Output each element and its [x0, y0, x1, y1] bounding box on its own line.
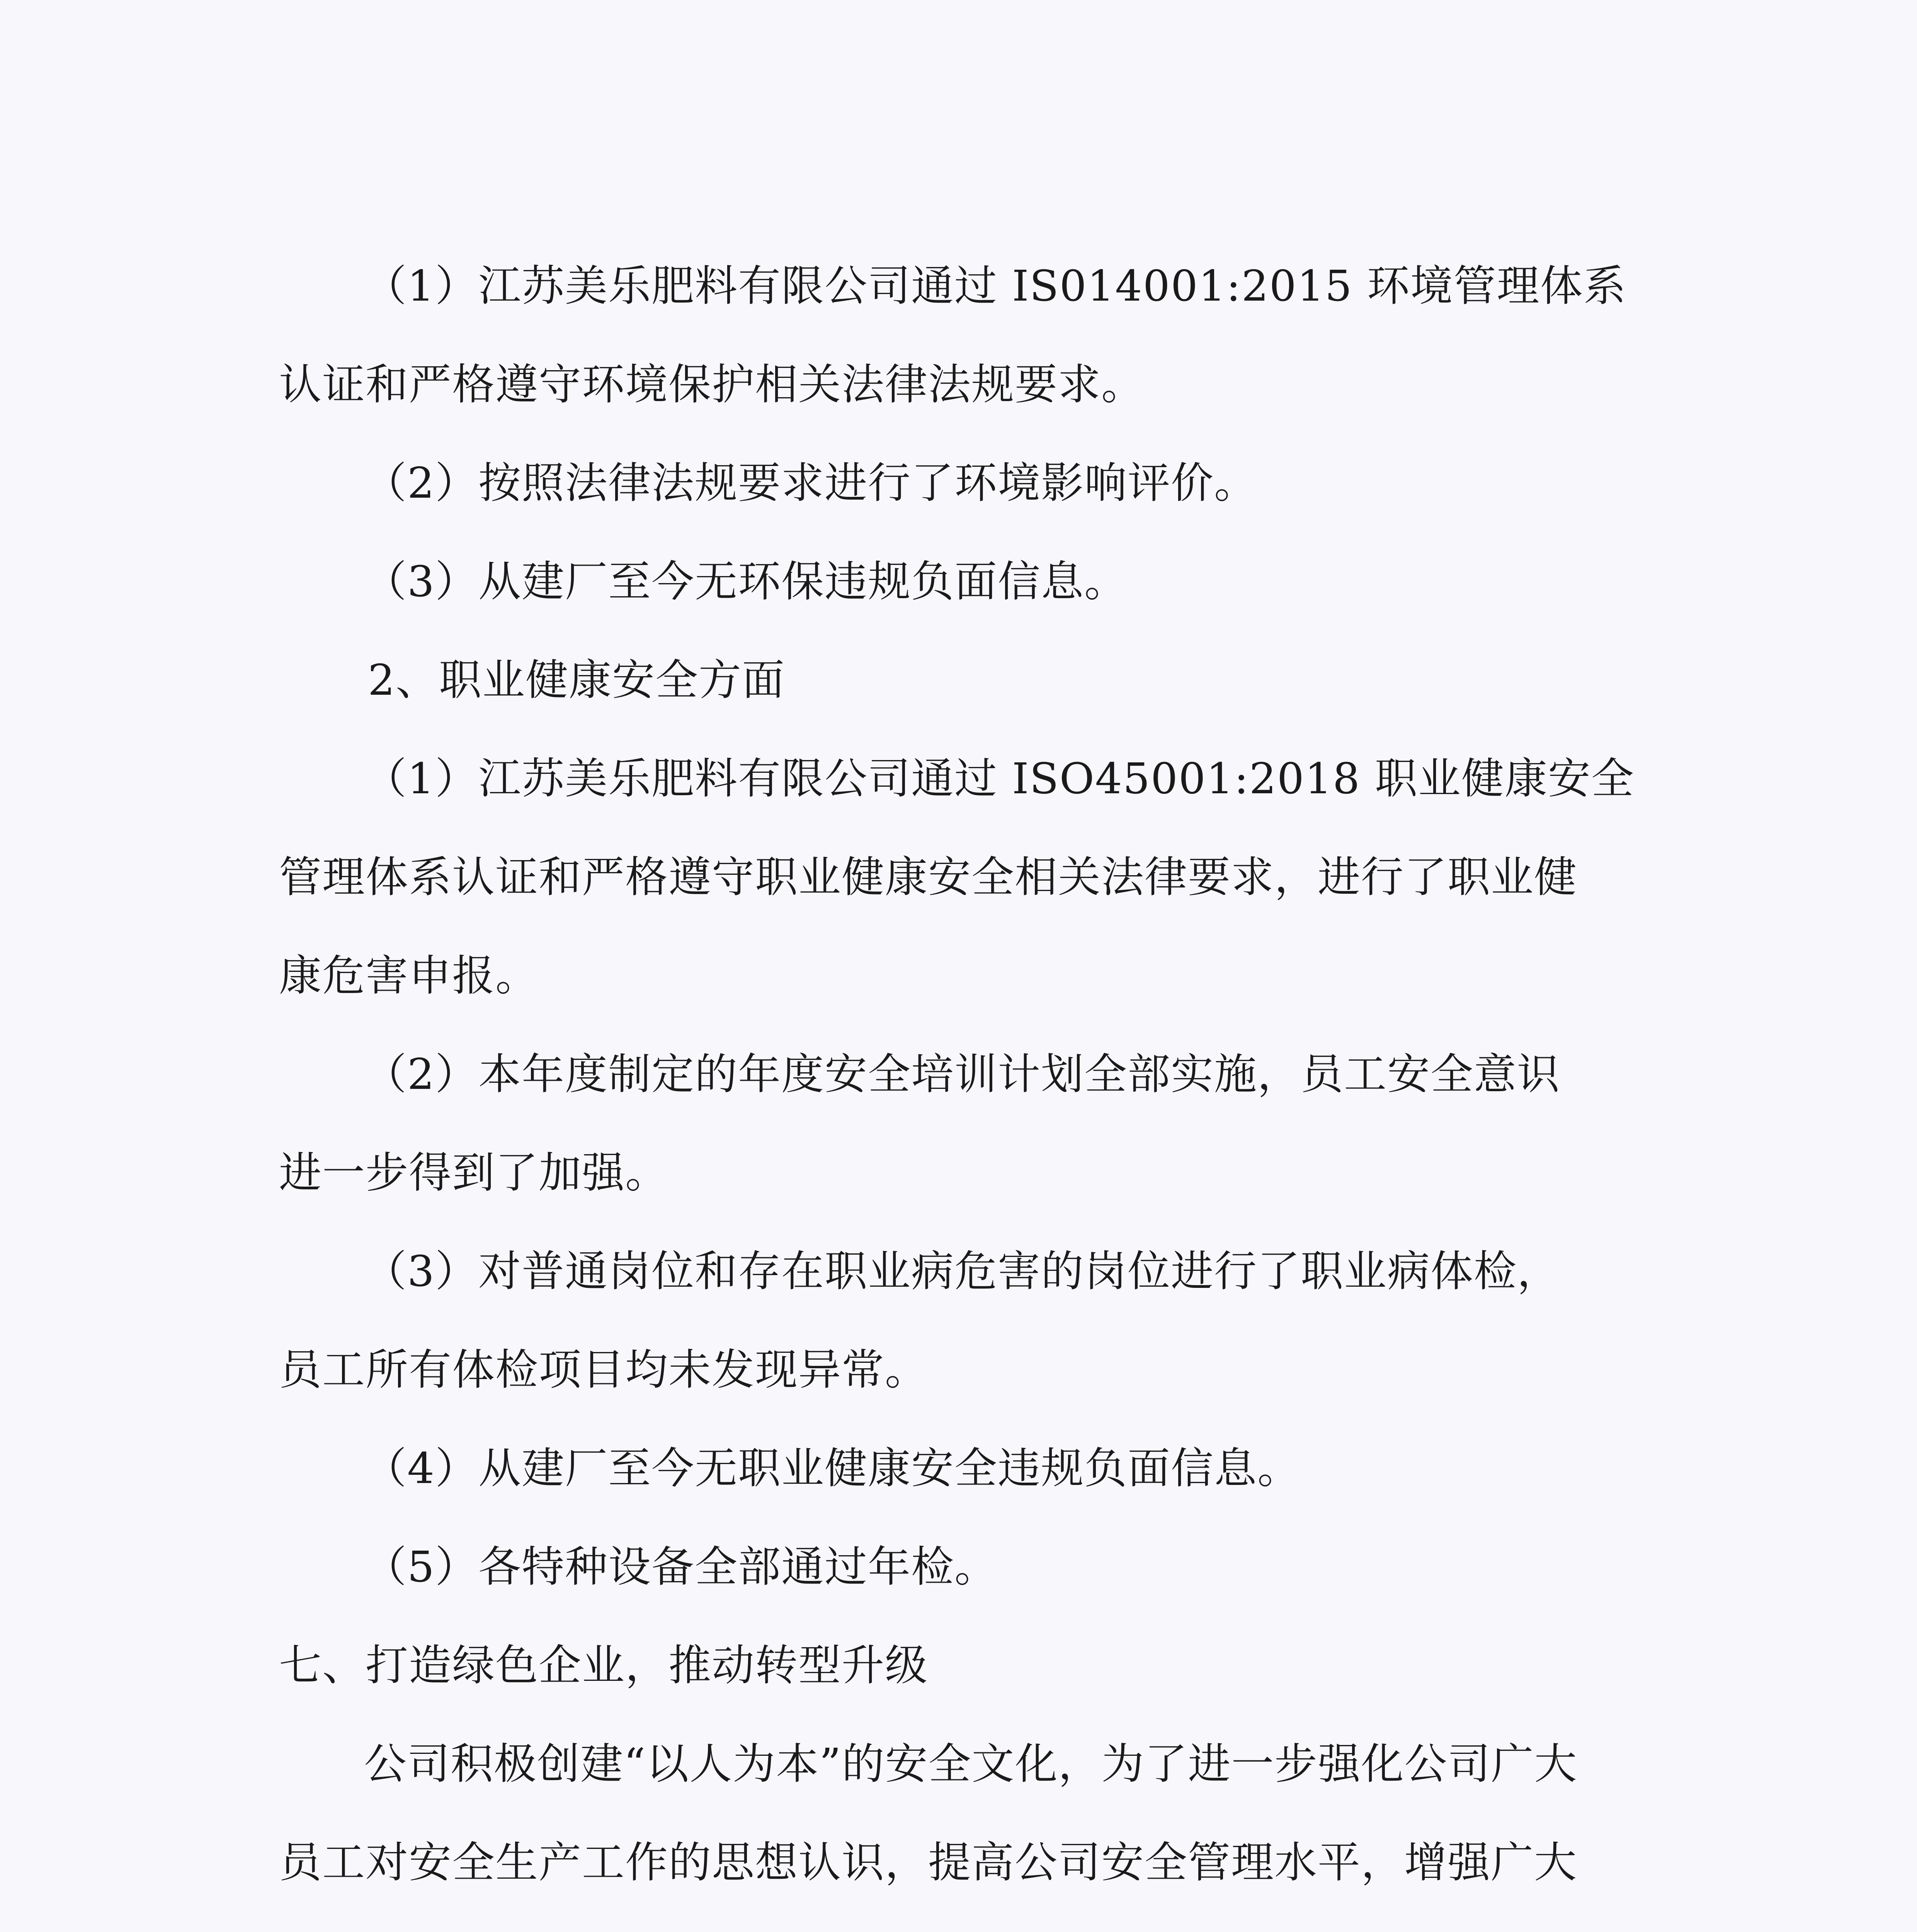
- text-line: 员工所有体检项目均未发现异常。: [279, 1345, 928, 1395]
- text-line: （2）按照法律法规要求进行了环境影响评价。: [364, 458, 1257, 508]
- text-line: （5）各特种设备全部通过年检。: [364, 1542, 998, 1592]
- text-line: 认证和严格遵守环境保护相关法律法规要求。: [279, 360, 1145, 409]
- text-line: （1）江苏美乐肥料有限公司通过 ISO45001:2018 职业健康安全: [364, 754, 1635, 803]
- text-line: （2）本年度制定的年度安全培训计划全部实施，员工安全意识: [364, 1049, 1560, 1099]
- text-line: 康危害申报。: [279, 951, 539, 1000]
- section-subheading: 2、职业健康安全方面: [368, 655, 785, 705]
- text-line: （3）从建厂至今无环保违规负面信息。: [364, 557, 1128, 606]
- text-line: （1）江苏美乐肥料有限公司通过 IS014001:2015 环境管理体系: [364, 261, 1627, 311]
- section-heading: 七、打造绿色企业，推动转型升级: [279, 1641, 928, 1690]
- text-line: 管理体系认证和严格遵守职业健康安全相关法律要求，进行了职业健: [279, 852, 1577, 902]
- text-line: （4）从建厂至今无职业健康安全违规负面信息。: [364, 1444, 1301, 1493]
- text-line: 公司积极创建“以人为本”的安全文化，为了进一步强化公司广大: [364, 1739, 1578, 1789]
- text-line: （3）对普通岗位和存在职业病危害的岗位进行了职业病体检，: [364, 1247, 1560, 1296]
- text-line: 员工对安全生产工作的思想认识，提高公司安全管理水平，增强广大: [279, 1838, 1577, 1887]
- text-line: 进一步得到了加强。: [279, 1148, 668, 1197]
